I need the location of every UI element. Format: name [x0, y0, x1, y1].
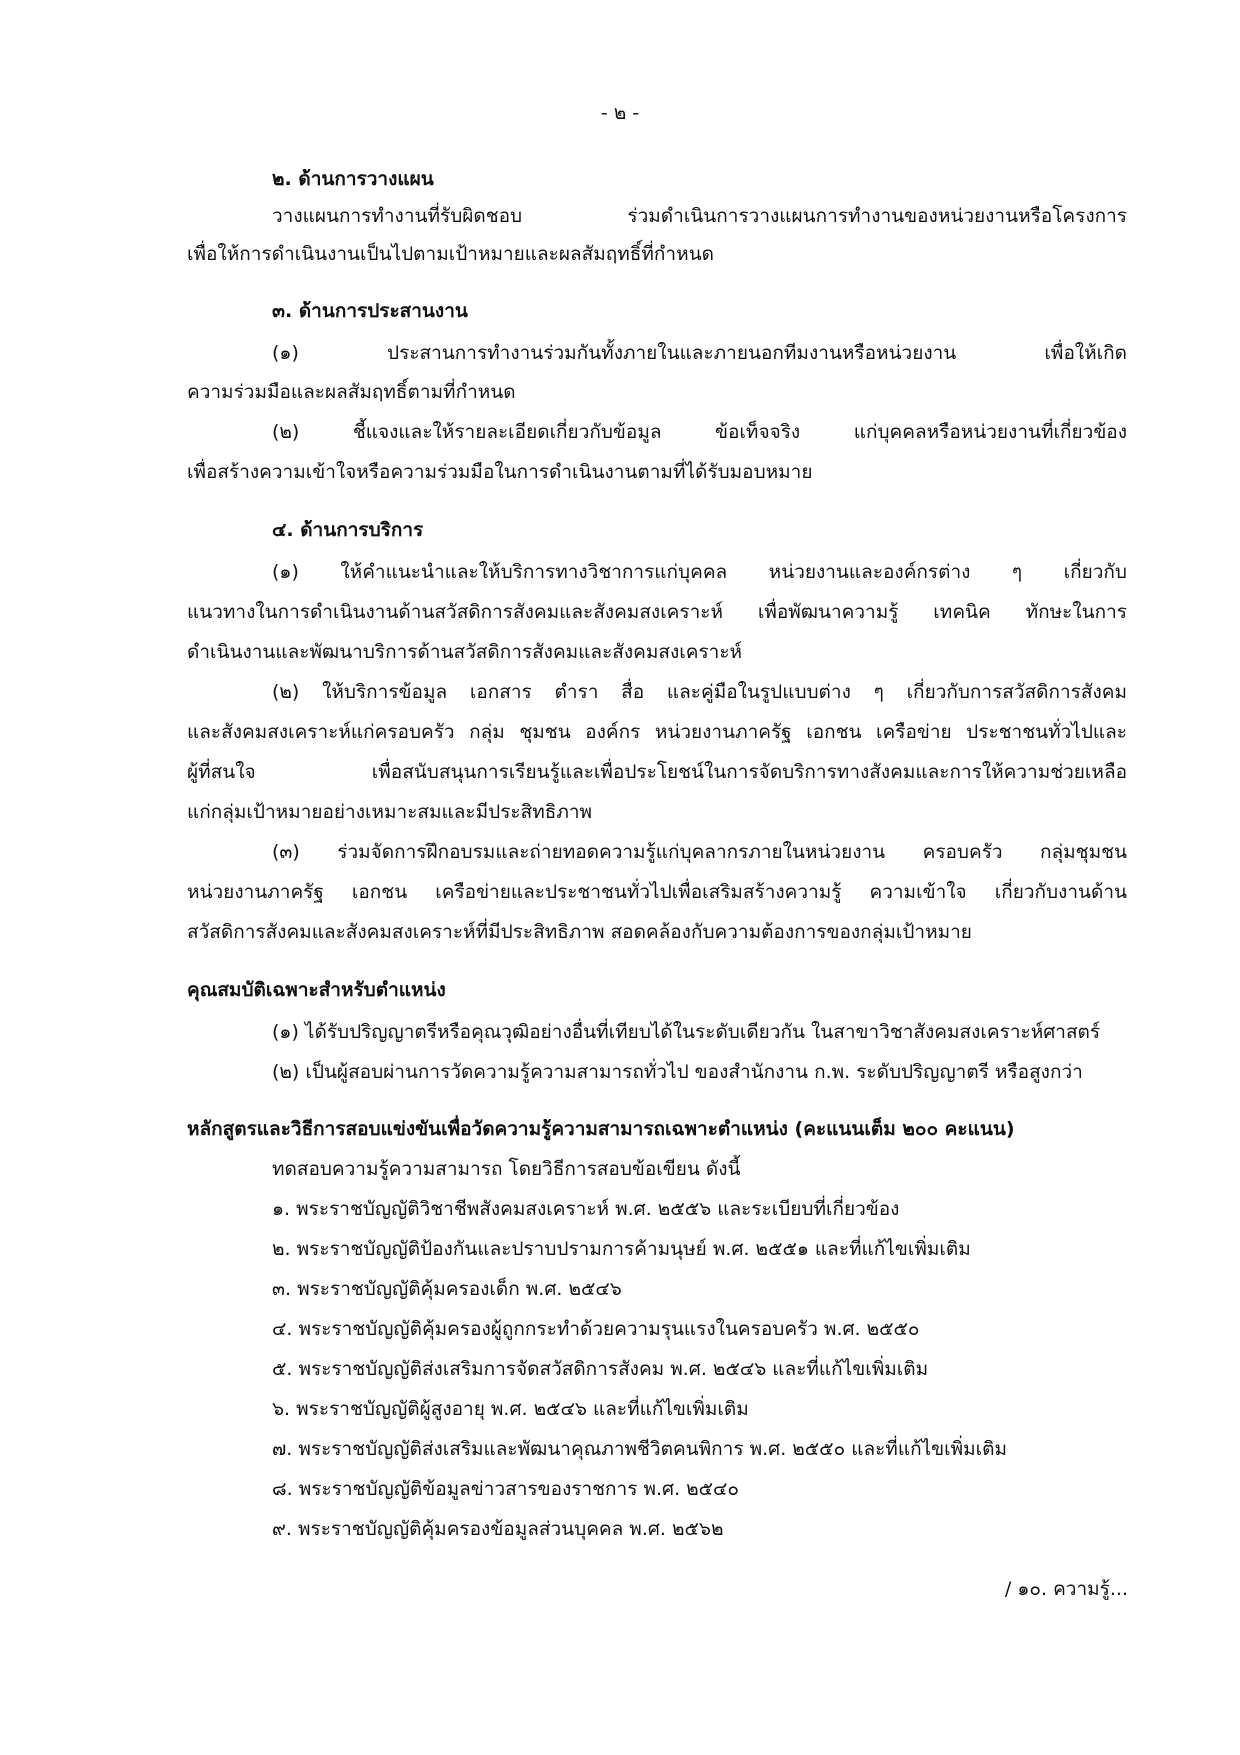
paragraph-line: สวัสดิการสังคมและสังคมสงเคราะห์ที่มีประสิทธิภาพ สอดคล้องกับความต้องการของกลุ่มเป้าหมาย: [187, 921, 972, 943]
continuation-marker: / ๑๐. ความรู้...: [1004, 1578, 1128, 1600]
paragraph-line: (๑) ประสานการทำงานร่วมกันทั้งภายในและภายนอกทีมงานหรือหน่วยงาน เพื่อให้เกิด: [272, 342, 1127, 364]
exam-intro: ทดสอบความรู้ความสามารถ โดยวิธีการสอบข้อเขียน ดังนี้: [272, 1158, 741, 1180]
heading-exam: หลักสูตรและวิธีการสอบแข่งขันเพื่อวัดความรู้ความสามารถเฉพาะตำแหน่ง (คะแนนเต็ม ๒๐๐ คะแนน): [187, 1118, 1015, 1140]
exam-item: ๑. พระราชบัญญัติวิชาชีพสังคมสงเคราะห์ พ.ศ. ๒๕๕๖ และระเบียบที่เกี่ยวข้อง: [272, 1198, 900, 1220]
exam-item: ๓. พระราชบัญญัติคุ้มครองเด็ก พ.ศ. ๒๕๔๖: [272, 1278, 622, 1300]
exam-item: ๕. พระราชบัญญัติส่งเสริมการจัดสวัสดิการสังคม พ.ศ. ๒๕๔๖ และที่แก้ไขเพิ่มเติม: [272, 1358, 929, 1380]
paragraph-line: ความร่วมมือและผลสัมฤทธิ์ตามที่กำหนด: [187, 381, 516, 403]
paragraph-line: (๒) ชี้แจงและให้รายละเอียดเกี่ยวกับข้อมูล ข้อเท็จจริง แก่บุคคลหรือหน่วยงานที่เกี่ยวข้อง: [272, 421, 1127, 443]
page-number: - ๒ -: [600, 102, 640, 124]
paragraph-line: และสังคมสงเคราะห์แก่ครอบครัว กลุ่ม ชุมชน องค์กร หน่วยงานภาครัฐ เอกชน เครือข่าย ประชาชนทั่วไปและ: [187, 721, 1128, 743]
heading-coordination: ๓. ด้านการประสานงาน: [272, 300, 468, 322]
paragraph-line: ผู้ที่สนใจ เพื่อสนับสนุนการเรียนรู้และเพื่อประโยชน์ในการจัดบริการทางสังคมและการให้ความช่วยเหลือ: [187, 761, 1127, 783]
exam-item: ๒. พระราชบัญญัติป้องกันและปราบปรามการค้ามนุษย์ พ.ศ. ๒๕๕๑ และที่แก้ไขเพิ่มเติม: [272, 1238, 971, 1260]
paragraph-line: (๒) ให้บริการข้อมูล เอกสาร ตำรา สื่อ และคู่มือในรูปแบบต่าง ๆ เกี่ยวกับการสวัสดิการสังคม: [272, 681, 1127, 703]
heading-service: ๔. ด้านการบริการ: [272, 519, 424, 541]
paragraph-line: หน่วยงานภาครัฐ เอกชน เครือข่ายและประชาชนทั่วไปเพื่อเสริมสร้างความรู้ ความเข้าใจ เกี่ยวกับงานด้าน: [187, 881, 1127, 903]
paragraph-line: แนวทางในการดำเนินงานด้านสวัสดิการสังคมและสังคมสงเคราะห์ เพื่อพัฒนาความรู้ เทคนิค ทักษะในการ: [187, 601, 1127, 623]
paragraph-line: เพื่อให้การดำเนินงานเป็นไปตามเป้าหมายและผลสัมฤทธิ์ที่กำหนด: [187, 243, 714, 265]
exam-item: ๗. พระราชบัญญัติส่งเสริมและพัฒนาคุณภาพชีวิตคนพิการ พ.ศ. ๒๕๕๐ และที่แก้ไขเพิ่มเติม: [272, 1438, 1008, 1460]
exam-item: ๔. พระราชบัญญัติคุ้มครองผู้ถูกกระทำด้วยความรุนแรงในครอบครัว พ.ศ. ๒๕๕๐: [272, 1318, 920, 1340]
qualification-item: (๒) เป็นผู้สอบผ่านการวัดความรู้ความสามารถทั่วไป ของสำนักงาน ก.พ. ระดับปริญญาตรี หรือสูงกว่า: [272, 1061, 1083, 1083]
exam-item: ๖. พระราชบัญญัติผู้สูงอายุ พ.ศ. ๒๕๔๖ และที่แก้ไขเพิ่มเติม: [272, 1398, 749, 1420]
paragraph-line: (๑) ให้คำแนะนำและให้บริการทางวิชาการแก่บุคคล หน่วยงานและองค์กรต่าง ๆ เกี่ยวกับ: [272, 561, 1127, 583]
qualification-item: (๑) ได้รับปริญญาตรีหรือคุณวุฒิอย่างอื่นที่เทียบได้ในระดับเดียวกัน ในสาขาวิชาสังคมสงเคราะห์ศาสตร์: [272, 1021, 1101, 1043]
paragraph-line: เพื่อสร้างความเข้าใจหรือความร่วมมือในการดำเนินงานตามที่ได้รับมอบหมาย: [187, 461, 813, 483]
paragraph-line: วางแผนการทำงานที่รับผิดชอบ ร่วมดำเนินการวางแผนการทำงานของหน่วยงานหรือโครงการ: [272, 205, 1127, 227]
paragraph-line: (๓) ร่วมจัดการฝึกอบรมและถ่ายทอดความรู้แก่บุคลากรภายในหน่วยงาน ครอบครัว กลุ่มชุมชน: [272, 841, 1127, 863]
exam-item: ๘. พระราชบัญญัติข้อมูลข่าวสารของราชการ พ.ศ. ๒๕๔๐: [272, 1478, 740, 1500]
exam-item: ๙. พระราชบัญญัติคุ้มครองข้อมูลส่วนบุคคล พ.ศ. ๒๕๖๒: [272, 1518, 724, 1540]
paragraph-line: แก่กลุ่มเป้าหมายอย่างเหมาะสมและมีประสิทธิภาพ: [187, 801, 593, 823]
heading-planning: ๒. ด้านการวางแผน: [272, 168, 434, 190]
heading-qualifications: คุณสมบัติเฉพาะสำหรับตำแหน่ง: [187, 979, 446, 1001]
paragraph-line: ดำเนินงานและพัฒนาบริการด้านสวัสดิการสังคมและสังคมสงเคราะห์: [187, 641, 743, 663]
